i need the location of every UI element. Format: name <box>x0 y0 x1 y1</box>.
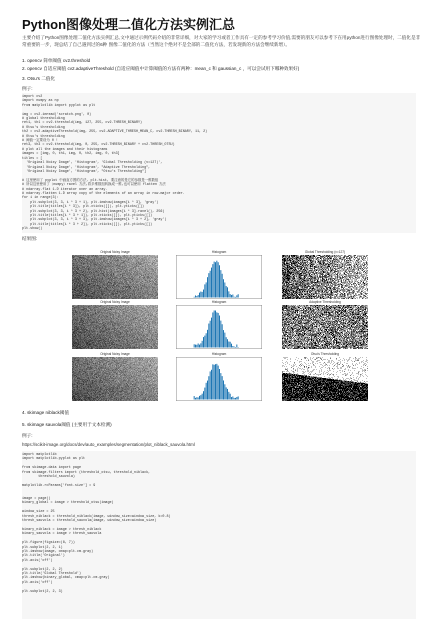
result-label: 结果图: <box>22 236 38 241</box>
histogram-plot <box>176 255 262 299</box>
figure-title: Histogram <box>211 300 227 304</box>
intro-paragraph: 主要介绍了Python图像处理二值化方法实例汇总,文中通过示例代码介绍的非常详细，对大家的学习或者工作具有一定的参考学习价值,需要的朋友可以参考下在用python进行图像处理时，二值化是非常重要的一步，现总结了自己遇到过的6种 图像二值化的方法（当然这个绝对不是全部的二值化方法，若发现新的方法会继续新增）。 <box>22 35 421 47</box>
figure-title: Original Noisy Image <box>100 352 130 356</box>
figure-noisy-image-1 <box>72 250 158 299</box>
code-block-1: import cv2 import numpy as np from matplotlib import pyplot as plt img = cv2.imread('scratch.png', 0) # global thresholding ret1, th1 = cv2.threshold(img, 127, 255, cv2.THRESH_BINARY) # Otsu's thresholding th2 = cv2.adaptiveThreshold(img, 255, cv2.ADAPTIVE_THRESH_MEAN_C, cv2.THRESH_BINARY, 11, 2) # Otsu's thresholding # 阈值一定要设为 0 ! ret3, th3 = cv2.threshold(img, 0, 255, cv2.THRESH_BINARY + cv2.THRESH_OTSU) # plot all the images and their histograms images = [img, 0, th1, img, 0, th2, img, 0, th3] titles = [ 'Original Noisy Image', 'Histogram', 'Global Thresholding (v=127)', 'Original Noisy Image', 'Histogram', "Adaptive Thresholding", 'Original Noisy Image', 'Histogram', "Otsu's Thresholding"] # 这里使用了 pyplot 中画直方图的方法, plt.hist, 要注意的是它的参数是一维数组 # 所以这里使用了（numpy）ravel 方法,将多维数组转换成一维,也可以使用 flatten 方法 # ndarray.flat 1-D iterator over an array. # ndarray.flatten 1-D array copy of the elements of an array in row-major order. for i in range(3): plt.subplot(3, 3, i * 3 + 1), plt.imshow(images[i * 3], 'gray') plt.title(titles[i * 3]), plt.xticks([]), plt.yticks([]) plt.subplot(3, 3, i * 3 + 2), plt.hist(images[i * 3].ravel(), 256) plt.title(titles[i * 3 + 1]), plt.xticks([]), plt.yticks([]) plt.subplot(3, 3, i * 3 + 3), plt.imshow(images[i * 3 + 2], 'gray') plt.title(titles[i * 3 + 2]), plt.xticks([]), plt.yticks([]) plt.show() <box>22 95 208 232</box>
page-title: Python图像处理二值化方法实例汇总 <box>22 17 236 32</box>
image-raster <box>282 357 368 401</box>
image-raster <box>282 305 368 349</box>
code-block-2: import matplotlib import matplotlib.pyplot as plt from skimage.data import page from skimage.filters import (threshold_otsu, threshold_niblack, threshold_sauvola) matplotlib.rcParams['font.size'] = 9 image = page() binary_global = image > threshold_otsu(image) window_size = 25 thresh_niblack = threshold_niblack(image, window_size=window_size, k=0.8) thresh_sauvola = threshold_sauvola(image, window_size=window_size) binary_niblack = image > thresh_niblack binary_sauvola = image > thresh_sauvola plt.figure(figsize=(8, 7)) plt.subplot(2, 2, 1) plt.imshow(image, cmap=plt.cm.gray) plt.title('Original') plt.axis('off') plt.subplot(2, 2, 2) plt.title('Global Threshold') plt.imshow(binary_global, cmap=plt.cm.gray) plt.axis('off') plt.subplot(2, 2, 3) <box>22 453 171 594</box>
example-label-1: 例子: <box>22 86 33 91</box>
item-3: 3. Otsu's 二值化 <box>22 76 56 81</box>
figure-title: Original Noisy Image <box>100 250 130 254</box>
item-2: 2. opencv 自适应阈值 cv2.adaptiveThreshold (自适应阈值中计算阈值的方法有两种：mean_c 和 gaussian_c ，可以尝试用下哪种效果好) <box>22 66 300 71</box>
figure-title: Otsu's Thresholding <box>310 352 340 356</box>
figure-histogram-1 <box>176 250 262 299</box>
image-raster <box>282 255 368 299</box>
histogram-plot <box>176 357 262 401</box>
item-1: 1. opencv 简单阈值 cv2.threshold <box>22 58 91 63</box>
histogram-plot <box>176 305 262 349</box>
figure-title: Histogram <box>211 352 227 356</box>
figure-threshold-image-1 <box>282 250 368 299</box>
figure-noisy-image-2 <box>72 300 158 349</box>
figure-title: Global Thresholding (v=127) <box>304 250 346 254</box>
item-5: 5. skimage sauvola阈值 (主要用于文本检测) <box>22 422 112 427</box>
image-raster <box>72 357 158 401</box>
figure-noisy-image-3 <box>72 352 158 401</box>
image-raster <box>72 305 158 349</box>
example-label-2: 例子: <box>22 433 33 438</box>
image-raster <box>72 255 158 299</box>
figure-histogram-3 <box>176 352 262 401</box>
figure-threshold-image-2 <box>282 300 368 349</box>
figure-threshold-image-3 <box>282 352 368 401</box>
reference-link[interactable]: https://scikit-image.org/docs/dev/auto_examples/segmentation/plot_niblack_sauvola.html <box>22 442 195 447</box>
figure-title: Original Noisy Image <box>100 300 130 304</box>
figure-title: Histogram <box>211 250 227 254</box>
item-4: 4. skimage niblack阈值 <box>22 410 69 415</box>
figure-title: Adaptive Thresholding <box>309 300 341 304</box>
figure-histogram-2 <box>176 300 262 349</box>
